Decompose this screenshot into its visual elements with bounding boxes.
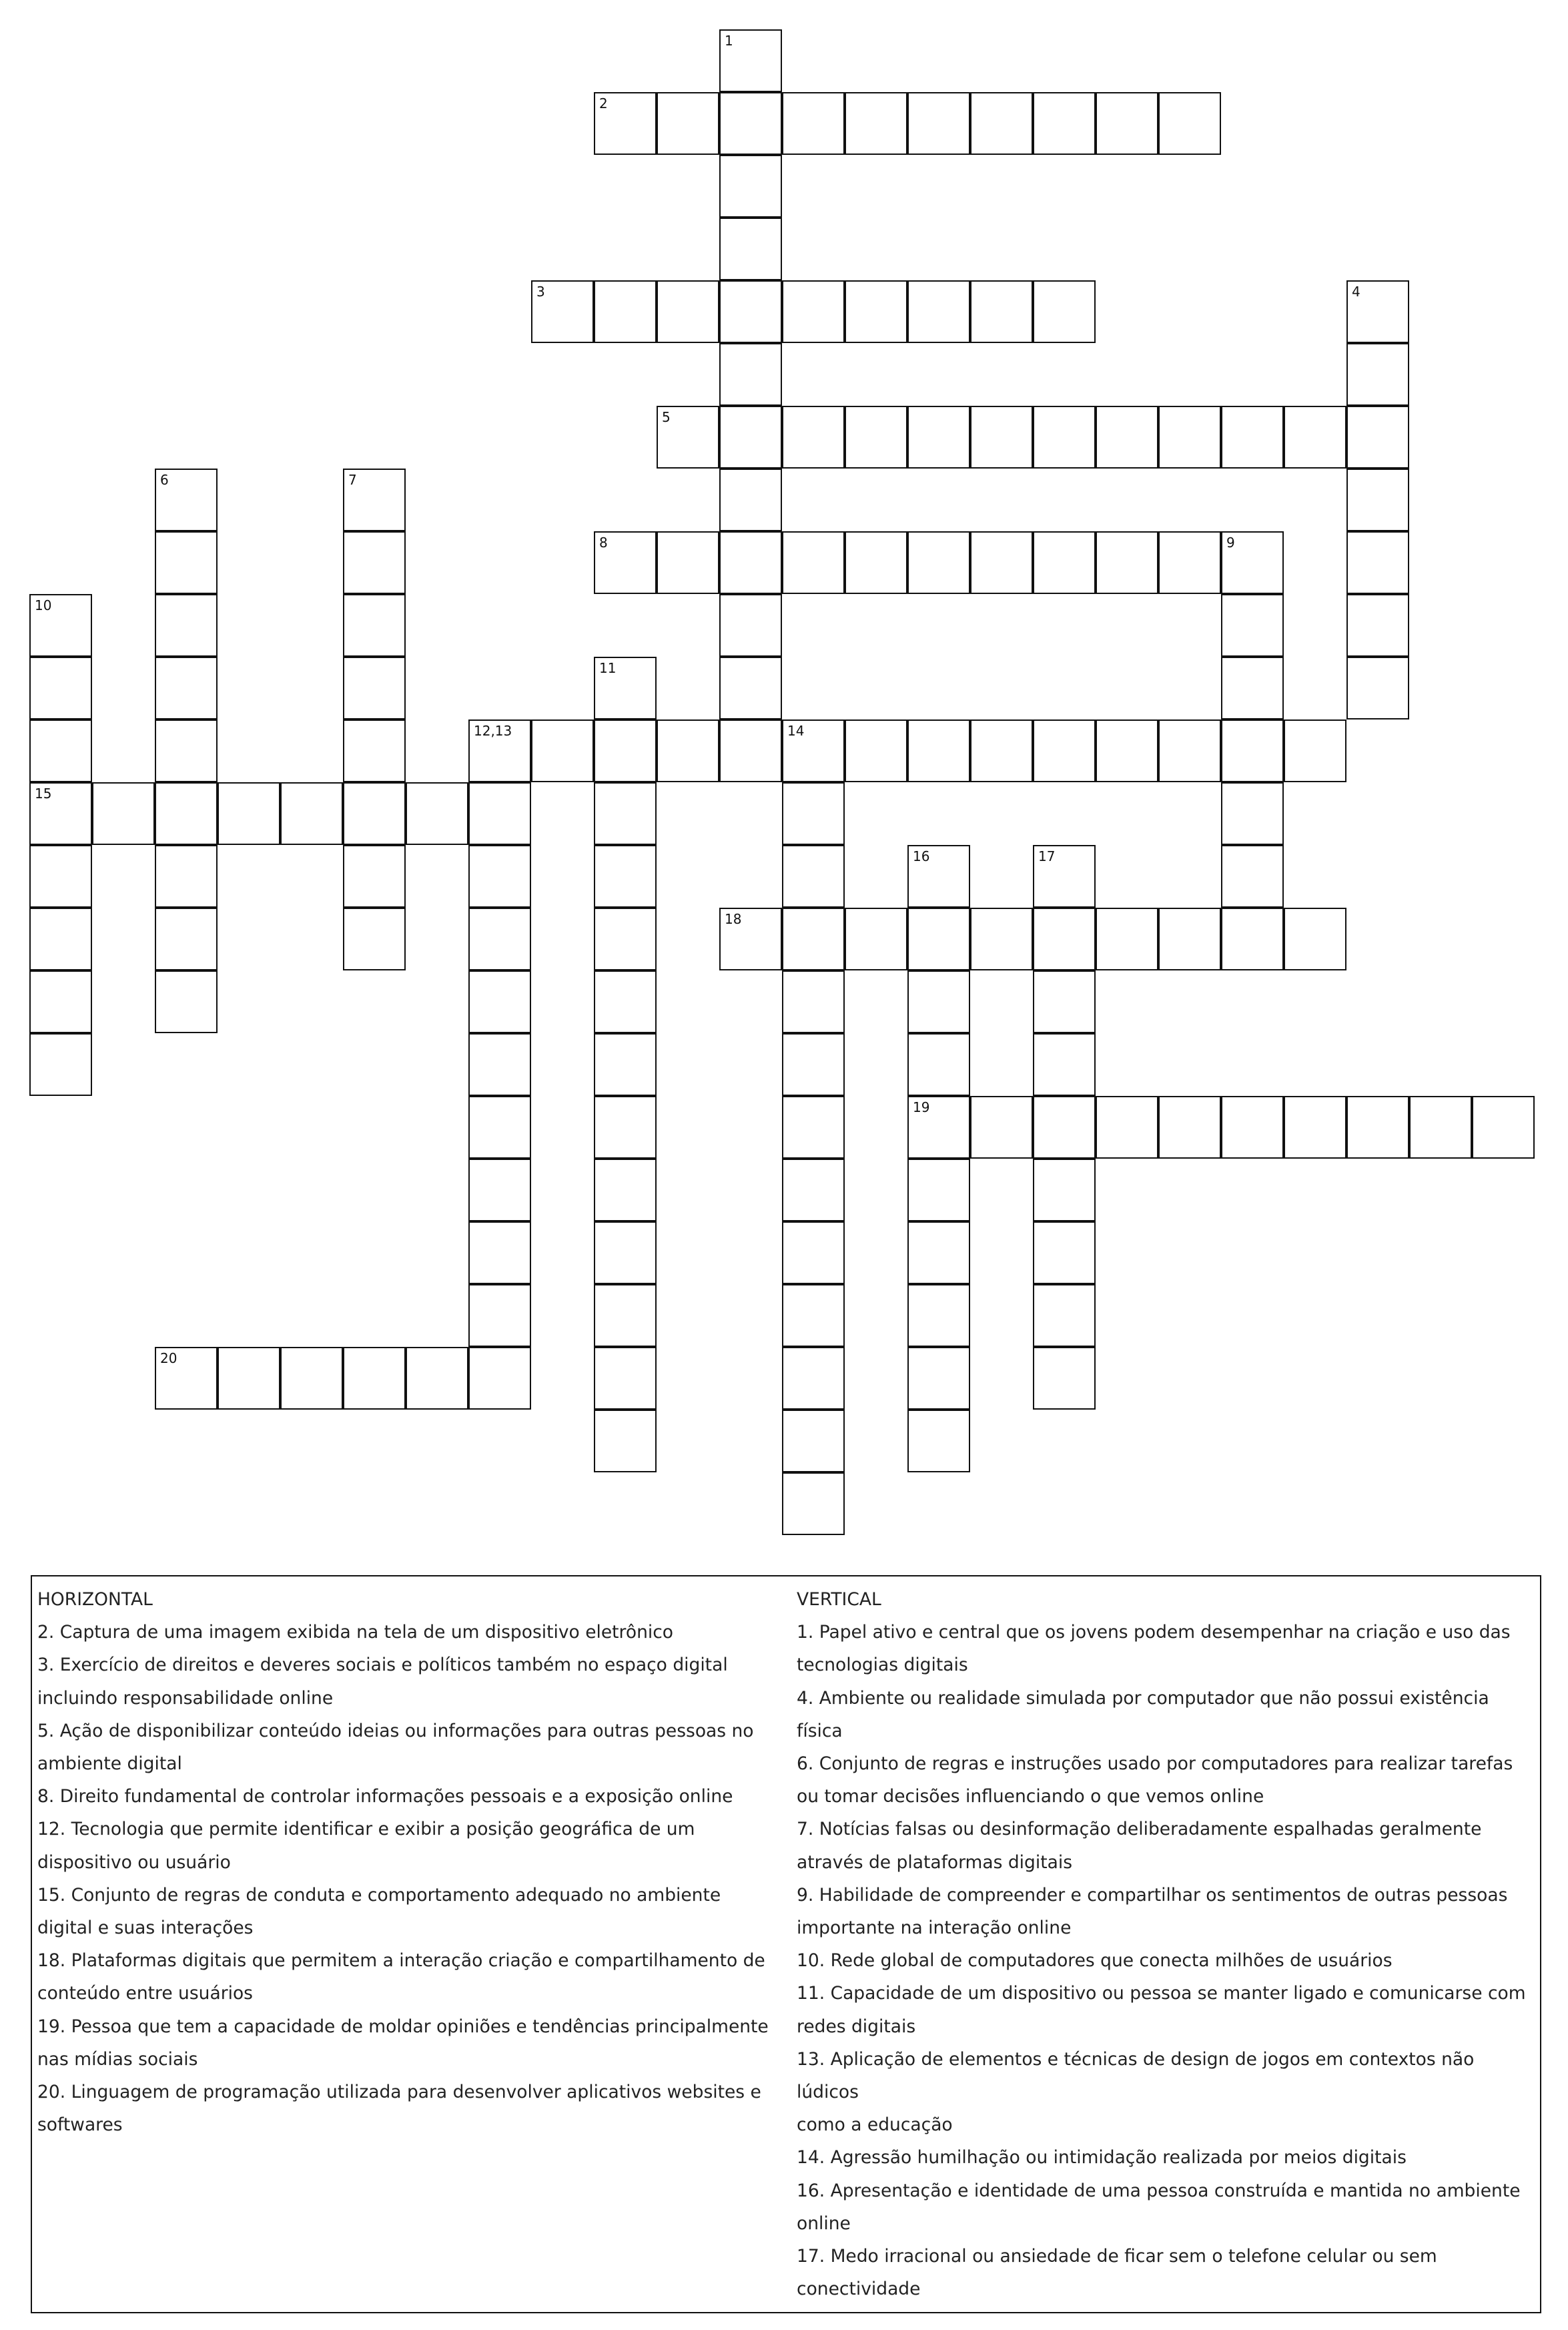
grid-cell[interactable] [845, 280, 907, 343]
grid-cell[interactable] [970, 92, 1033, 155]
grid-cell[interactable] [907, 406, 970, 469]
grid-cell[interactable] [1346, 657, 1409, 719]
grid-cell[interactable] [155, 719, 218, 782]
grid-cell[interactable] [406, 1347, 468, 1410]
grid-cell[interactable] [594, 1221, 657, 1284]
grid-cell[interactable] [907, 1159, 970, 1221]
vertical-clue-line: 9. Habilidade de compreender e compartilhar os sentimentos de outras pessoas [797, 1884, 1508, 1906]
grid-cell[interactable] [1096, 92, 1158, 155]
grid-cell[interactable] [1221, 1096, 1284, 1159]
grid-cell[interactable] [1472, 1096, 1535, 1159]
grid-cell[interactable] [1284, 908, 1346, 970]
clue-number: 9 [1226, 535, 1235, 551]
grid-cell[interactable] [343, 719, 406, 782]
vertical-clue-line: importante na interação online [797, 1918, 1072, 1939]
grid-cell[interactable] [970, 280, 1033, 343]
clue-number: 20 [160, 1350, 177, 1366]
grid-cell[interactable] [907, 1347, 970, 1410]
grid-cell[interactable] [1033, 1096, 1096, 1159]
grid-cell[interactable] [1346, 406, 1409, 469]
horizontal-clues [37, 1583, 791, 2141]
grid-cell[interactable] [970, 1096, 1033, 1159]
grid-cell[interactable] [719, 280, 782, 343]
grid-cell[interactable] [657, 531, 719, 594]
grid-cell[interactable] [719, 594, 782, 657]
grid-cell[interactable] [1033, 406, 1096, 469]
horizontal-clue-line: 8. Direito fundamental de controlar informações pessoais e a exposição online [37, 1786, 733, 1807]
grid-cell[interactable] [907, 1033, 970, 1096]
grid-cell[interactable] [657, 406, 719, 469]
clue-number: 15 [35, 786, 52, 802]
grid-cell[interactable] [907, 970, 970, 1033]
grid-cell[interactable] [845, 92, 907, 155]
vertical-clue-line: 4. Ambiente ou realidade simulada por computador que não possui existência [797, 1687, 1489, 1709]
grid-cell[interactable] [1284, 406, 1346, 469]
grid-cell[interactable] [29, 719, 92, 782]
grid-cell[interactable] [782, 280, 845, 343]
grid-cell[interactable] [970, 908, 1033, 970]
grid-cell[interactable] [343, 908, 406, 970]
grid-cell[interactable] [594, 1284, 657, 1347]
grid-cell[interactable] [92, 782, 155, 845]
clue-number: 5 [662, 409, 671, 425]
vertical-clue-line: como a educação [797, 2114, 953, 2136]
grid-cell[interactable] [1033, 1347, 1096, 1410]
vertical-clue-line: 11. Capacidade de um dispositivo ou pessoa se manter ligado e comunicarse com [797, 1983, 1526, 2004]
grid-cell[interactable] [155, 845, 218, 908]
grid-cell[interactable] [719, 155, 782, 218]
grid-cell[interactable] [29, 845, 92, 908]
grid-cell[interactable] [1221, 657, 1284, 719]
grid-cell[interactable] [468, 782, 531, 845]
grid-cell[interactable] [782, 970, 845, 1033]
grid-cell[interactable] [970, 531, 1033, 594]
clue-number: 2 [599, 95, 608, 111]
clue-number: 4 [1352, 284, 1360, 300]
grid-cell[interactable] [782, 1284, 845, 1347]
grid-cell[interactable] [719, 92, 782, 155]
grid-cell[interactable] [155, 970, 218, 1033]
vertical-clue-line: através de plataformas digitais [797, 1851, 1073, 1873]
grid-cell[interactable] [1346, 531, 1409, 594]
grid-cell[interactable] [1033, 1221, 1096, 1284]
grid-cell[interactable] [594, 908, 657, 970]
grid-cell[interactable] [1409, 1096, 1472, 1159]
grid-cell[interactable] [155, 908, 218, 970]
grid-cell[interactable] [343, 1347, 406, 1410]
grid-cell[interactable] [1033, 1033, 1096, 1096]
vertical-clue-line: 6. Conjunto de regras e instruções usado por computadores para realizar tarefas [797, 1753, 1513, 1775]
grid-cell[interactable] [343, 594, 406, 657]
grid-cell[interactable] [782, 92, 845, 155]
grid-cell[interactable] [907, 1284, 970, 1347]
horizontal-clue-line: incluindo responsabilidade online [37, 1687, 334, 1709]
grid-cell[interactable] [1096, 406, 1158, 469]
vertical-clue-line: física [797, 1720, 843, 1741]
grid-cell[interactable] [594, 1033, 657, 1096]
grid-cell[interactable] [218, 782, 280, 845]
grid-cell[interactable] [719, 469, 782, 531]
grid-cell[interactable] [218, 1347, 280, 1410]
horizontal-clue-line: 15. Conjunto de regras de conduta e comportamento adequado no ambiente [37, 1884, 721, 1906]
grid-cell[interactable] [594, 1096, 657, 1159]
grid-cell[interactable] [782, 1033, 845, 1096]
grid-cell[interactable] [280, 1347, 343, 1410]
grid-cell[interactable] [907, 845, 970, 908]
grid-cell[interactable] [1346, 1096, 1409, 1159]
grid-cell[interactable] [1096, 908, 1158, 970]
grid-cell[interactable] [782, 406, 845, 469]
grid-cell[interactable] [1033, 280, 1096, 343]
vertical-clues [797, 1583, 1537, 2305]
grid-cell[interactable] [1346, 343, 1409, 406]
grid-cell[interactable] [782, 845, 845, 908]
grid-cell[interactable] [782, 531, 845, 594]
horizontal-clue-line: 3. Exercício de direitos e deveres sociais e políticos também no espaço digital [37, 1655, 728, 1676]
vertical-clue-line: 10. Rede global de computadores que conecta milhões de usuários [797, 1950, 1393, 1972]
grid-cell[interactable] [468, 1096, 531, 1159]
horizontal-clue-line: dispositivo ou usuário [37, 1851, 231, 1873]
vertical-clue-line: 17. Medo irracional ou ansiedade de ficar sem o telefone celular ou sem [797, 2246, 1437, 2267]
grid-cell[interactable] [1033, 845, 1096, 908]
grid-cell[interactable] [782, 719, 845, 782]
grid-cell[interactable] [29, 594, 92, 657]
clue-number: 6 [160, 472, 169, 488]
grid-cell[interactable] [907, 1410, 970, 1472]
horizontal-clue-line: 20. Linguagem de programação utilizada para desenvolver aplicativos websites e [37, 2082, 761, 2103]
grid-cell[interactable] [1158, 531, 1221, 594]
horizontal-clue-line: softwares [37, 2114, 123, 2136]
grid-cell[interactable] [907, 908, 970, 970]
grid-cell[interactable] [594, 845, 657, 908]
grid-cell[interactable] [155, 594, 218, 657]
grid-cell[interactable] [1158, 406, 1221, 469]
grid-cell[interactable] [719, 218, 782, 280]
grid-cell[interactable] [782, 1347, 845, 1410]
grid-cell[interactable] [1158, 719, 1221, 782]
grid-cell[interactable] [1096, 1096, 1158, 1159]
vertical-clue-line: 14. Agressão humilhação ou intimidação realizada por meios digitais [797, 2147, 1407, 2168]
grid-cell[interactable] [1158, 92, 1221, 155]
grid-cell[interactable] [845, 719, 907, 782]
grid-cell[interactable] [1284, 1096, 1346, 1159]
grid-cell[interactable] [343, 845, 406, 908]
grid-cell[interactable] [280, 782, 343, 845]
vertical-header: VERTICAL [797, 1589, 881, 1610]
horizontal-clue-line: 18. Plataformas digitais que permitem a interação criação e compartilhamento de [37, 1950, 765, 1972]
grid-cell[interactable] [1096, 531, 1158, 594]
grid-cell[interactable] [594, 657, 657, 719]
grid-cell[interactable] [719, 719, 782, 782]
grid-cell[interactable] [719, 657, 782, 719]
grid-cell[interactable] [531, 719, 594, 782]
clue-number: 18 [725, 911, 742, 927]
grid-cell[interactable] [594, 1347, 657, 1410]
grid-cell[interactable] [1221, 531, 1284, 594]
vertical-clue-line: 7. Notícias falsas ou desinformação deliberadamente espalhadas geralmente [797, 1819, 1482, 1840]
grid-cell[interactable] [155, 469, 218, 531]
grid-cell[interactable] [907, 531, 970, 594]
grid-cell[interactable] [29, 970, 92, 1033]
grid-cell[interactable] [155, 531, 218, 594]
horizontal-header: HORIZONTAL [37, 1589, 153, 1610]
grid-cell[interactable] [719, 343, 782, 406]
grid-cell[interactable] [782, 1410, 845, 1472]
grid-cell[interactable] [1033, 92, 1096, 155]
horizontal-clue-line: ambiente digital [37, 1753, 182, 1775]
clue-number: 1 [725, 33, 733, 49]
grid-cell[interactable] [657, 92, 719, 155]
vertical-clue-line: conectividade [797, 2279, 921, 2300]
horizontal-clue-line: 19. Pessoa que tem a capacidade de moldar opiniões e tendências principalmente [37, 2016, 769, 2037]
grid-cell[interactable] [594, 531, 657, 594]
clue-number: 14 [787, 723, 805, 739]
vertical-clue-line: 16. Apresentação e identidade de uma pessoa construída e mantida no ambiente [797, 2180, 1521, 2201]
grid-cell[interactable] [1284, 719, 1346, 782]
horizontal-clue-line: digital e suas interações [37, 1918, 254, 1939]
grid-cell[interactable] [1033, 970, 1096, 1033]
vertical-clue-line: ou tomar decisões influenciando o que vemos online [797, 1786, 1264, 1807]
grid-cell[interactable] [155, 782, 218, 845]
horizontal-clue-line: 2. Captura de uma imagem exibida na tela de um dispositivo eletrônico [37, 1622, 674, 1643]
grid-cell[interactable] [782, 1472, 845, 1535]
grid-cell[interactable] [1033, 1159, 1096, 1221]
grid-cell[interactable] [406, 782, 468, 845]
grid-cell[interactable] [719, 406, 782, 469]
clue-number: 17 [1038, 848, 1056, 864]
grid-cell[interactable] [719, 29, 782, 92]
grid-cell[interactable] [1033, 719, 1096, 782]
grid-cell[interactable] [907, 1221, 970, 1284]
clue-number: 3 [536, 284, 545, 300]
grid-cell[interactable] [343, 469, 406, 531]
grid-cell[interactable] [468, 908, 531, 970]
grid-cell[interactable] [845, 908, 907, 970]
grid-cell[interactable] [1221, 594, 1284, 657]
grid-cell[interactable] [468, 970, 531, 1033]
grid-cell[interactable] [468, 719, 531, 782]
grid-cell[interactable] [1221, 908, 1284, 970]
grid-cell[interactable] [468, 1221, 531, 1284]
grid-cell[interactable] [343, 782, 406, 845]
grid-cell[interactable] [907, 280, 970, 343]
vertical-clue-line: redes digitais [797, 2016, 916, 2037]
grid-cell[interactable] [155, 1347, 218, 1410]
grid-cell[interactable] [1221, 406, 1284, 469]
grid-cell[interactable] [845, 531, 907, 594]
grid-cell[interactable] [845, 406, 907, 469]
grid-cell[interactable] [782, 1096, 845, 1159]
grid-cell[interactable] [468, 845, 531, 908]
grid-cell[interactable] [1033, 908, 1096, 970]
grid-cell[interactable] [1158, 1096, 1221, 1159]
grid-cell[interactable] [29, 782, 92, 845]
grid-cell[interactable] [594, 280, 657, 343]
grid-cell[interactable] [907, 1096, 970, 1159]
grid-cell[interactable] [343, 657, 406, 719]
grid-cell[interactable] [29, 1033, 92, 1096]
grid-cell[interactable] [970, 719, 1033, 782]
grid-cell[interactable] [1158, 908, 1221, 970]
grid-cell[interactable] [907, 719, 970, 782]
clues-box [31, 1575, 1541, 2313]
grid-cell[interactable] [1221, 845, 1284, 908]
grid-cell[interactable] [970, 406, 1033, 469]
grid-cell[interactable] [343, 531, 406, 594]
clue-number: 8 [599, 535, 608, 551]
vertical-clue-line: online [797, 2213, 851, 2234]
clue-number: 7 [348, 472, 357, 488]
horizontal-clue-line: nas mídias sociais [37, 2048, 198, 2070]
grid-cell[interactable] [1096, 719, 1158, 782]
grid-cell[interactable] [1346, 280, 1409, 343]
grid-cell[interactable] [657, 280, 719, 343]
grid-cell[interactable] [719, 908, 782, 970]
grid-cell[interactable] [468, 1347, 531, 1410]
grid-cell[interactable] [1033, 1284, 1096, 1347]
grid-cell[interactable] [1346, 469, 1409, 531]
grid-cell[interactable] [594, 782, 657, 845]
grid-cell[interactable] [594, 1410, 657, 1472]
grid-cell[interactable] [594, 970, 657, 1033]
grid-cell[interactable] [1033, 531, 1096, 594]
grid-cell[interactable] [1346, 594, 1409, 657]
grid-cell[interactable] [531, 280, 594, 343]
grid-cell[interactable] [782, 1221, 845, 1284]
horizontal-clue-line: 5. Ação de disponibilizar conteúdo ideias ou informações para outras pessoas no [37, 1720, 754, 1741]
grid-cell[interactable] [594, 92, 657, 155]
vertical-clue-line: 13. Aplicação de elementos e técnicas de design de jogos em contextos não lúdicos [797, 2048, 1475, 2103]
clue-number: 12,13 [474, 723, 512, 739]
grid-cell[interactable] [1221, 782, 1284, 845]
grid-cell[interactable] [594, 1159, 657, 1221]
grid-cell[interactable] [907, 92, 970, 155]
grid-cell[interactable] [468, 1284, 531, 1347]
horizontal-clue-line: 12. Tecnologia que permite identificar e exibir a posição geográfica de um [37, 1819, 695, 1840]
clue-number: 11 [599, 660, 617, 676]
grid-cell[interactable] [1221, 719, 1284, 782]
vertical-clue-line: 1. Papel ativo e central que os jovens podem desempenhar na criação e uso das [797, 1622, 1511, 1643]
grid-cell[interactable] [155, 657, 218, 719]
grid-cell[interactable] [468, 1033, 531, 1096]
grid-cell[interactable] [782, 908, 845, 970]
grid-cell[interactable] [594, 719, 657, 782]
clue-number: 16 [913, 848, 930, 864]
clue-number: 10 [35, 597, 52, 613]
grid-cell[interactable] [468, 1159, 531, 1221]
grid-cell[interactable] [29, 908, 92, 970]
grid-cell[interactable] [782, 782, 845, 845]
horizontal-clue-line: conteúdo entre usuários [37, 1983, 253, 2004]
grid-cell[interactable] [782, 1159, 845, 1221]
clue-number: 19 [913, 1099, 930, 1115]
grid-cell[interactable] [29, 657, 92, 719]
grid-cell[interactable] [657, 719, 719, 782]
grid-cell[interactable] [719, 531, 782, 594]
vertical-clue-line: tecnologias digitais [797, 1655, 968, 1676]
